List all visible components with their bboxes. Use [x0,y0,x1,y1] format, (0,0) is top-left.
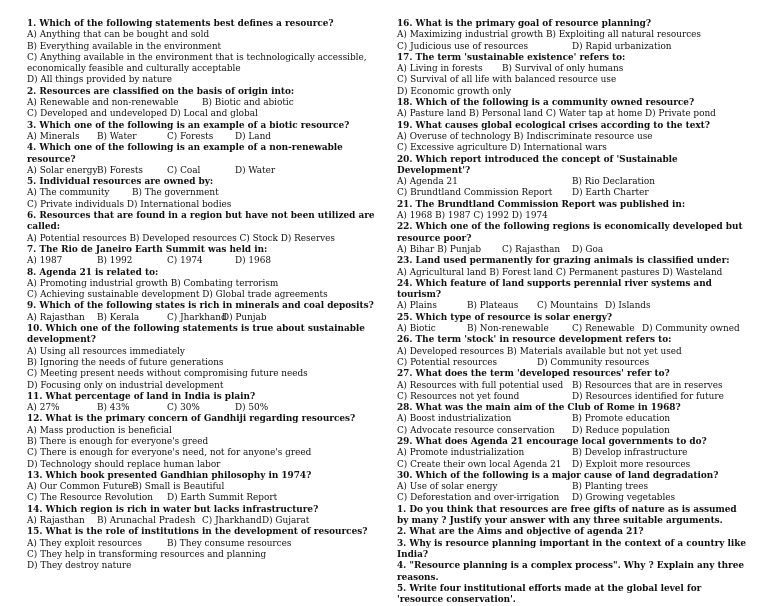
question-text: 30. Which of the following is a major cause of land degradation? [397,470,719,481]
answer-option: B) Develop infrastructure [572,448,688,459]
question-text: 12. What is the primary concern of Gandhiji regarding resources? [27,414,356,425]
answer-option: C) The Resource Revolution [27,493,153,504]
option-row [397,493,747,504]
question-text: 13. Which book presented Gandhian philosophy in 1974? [27,470,312,481]
answer-option: C) Renewable [572,324,635,335]
answer-option: B) Planting trees [572,482,649,493]
question-text: 19. What causes global ecological crises according to the text? [397,120,710,131]
answer-option: D) Exploit more resources [572,459,691,470]
answer-option: C) Forests [167,131,214,142]
answer-option: B) Ignoring the needs of future generations [27,357,224,368]
option-row [397,426,747,437]
question-text: 18. Which of the following is a community owned resource? [397,98,695,109]
question-text: 7. The Rio de Janeiro Earth Summit was held in: [27,244,268,255]
option-row [397,245,747,256]
answer-option: A) Biotic [397,324,436,335]
question-text: 16. What is the primary goal of resource planning? [397,19,652,29]
answer-option: D) Gujarat [262,516,310,527]
answer-option: C) Coal [167,165,201,176]
question-text: 2. Resources are classified on the basis of origin into: [27,86,295,97]
answer-option: D) Water [235,165,276,176]
answer-option: A) Potential resources B) Developed resources C) Stock D) Reserves [27,233,335,244]
option-row [397,482,747,493]
option-row [397,188,747,199]
answer-option: C) They help in transforming resources and planning [27,549,267,560]
answer-option: B) 1992 [97,256,133,267]
answer-option: D) Land [235,131,271,142]
answer-option: B) Arunachal Pradesh [97,516,196,527]
answer-option: D) All things provided by nature [27,75,173,86]
question-text: 10. Which one of the following statements is true about sustainable development? [27,324,365,346]
answer-option: C) Private individuals D) International bodies [27,199,232,210]
question-text: 8. Agenda 21 is related to: [27,267,159,278]
answer-option: B) Resources that are in reserves [572,380,723,391]
answer-option: A) 1968 B) 1987 C) 1992 D) 1974 [397,211,548,222]
option-row [397,177,747,188]
answer-option: B) Kerala [97,312,140,323]
answer-option: D) Rapid urbanization [572,41,672,52]
answer-option: A) Renewable and non-renewable [27,98,179,109]
answer-option: B) Plateaus [467,301,519,312]
answer-option: D) Community owned [642,324,740,335]
answer-option: A) Promote industrialization [397,448,525,459]
question-text: 17. The term 'sustainable existence' refers to: [397,52,626,63]
answer-option: D) They destroy nature [27,561,132,572]
answer-option: C) Potential resources [397,357,498,368]
option-row [397,324,747,335]
answer-option: C) Create their own local Agenda 21 [397,459,562,470]
answer-option: D) Reduce population [572,425,670,436]
answer-option: A) Our Common Future [27,482,134,493]
option-row [397,358,747,369]
option-row [27,166,379,177]
answer-option: B) Everything available in the environment [27,41,222,52]
answer-option: C) Resources not yet found [397,391,520,402]
question-text: 26. The term 'stock' in resource development refers to: [397,335,672,346]
answer-option: A) Boost industrialization [397,414,512,425]
answer-option: D) Resources identified for future [572,391,724,402]
answer-option: D) Islands [605,301,651,312]
answer-option: B) Survival of only humans [502,64,624,75]
answer-option: C) Anything available in the environment that is technologically accessible, economically feasible and culturally acceptable [27,52,367,75]
answer-option: C) Meeting present needs without compromising future needs [27,369,308,380]
answer-option: A) The community [27,188,110,199]
answer-option: D) Focusing only on industrial development [27,380,224,391]
question-text: 3. Which one of the following is an example of a biotic resource? [27,120,350,131]
answer-option: D) Punjab [222,312,267,323]
answer-option: B) Biotic and abiotic [202,98,294,109]
question-text: 24. Which feature of land supports perennial river systems and tourism? [397,278,712,301]
answer-option: C) Brundtland Commission Report [397,188,553,199]
question-text: 1. Which of the following statements best defines a resource? [27,19,334,29]
question-text: 29. What does Agenda 21 encourage local governments to do? [397,436,707,447]
answer-option: B) Non-renewable [467,324,549,335]
question-text: 1. Do you think that resources are free gifts of nature as is assumed by many ? Justify your answer with any three suitable arguments. [397,504,737,527]
left-column [27,19,379,573]
answer-option: A) Pasture land B) Personal land C) Water tap at home D) Private pond [397,109,716,120]
answer-option: B) Small is Beautiful [132,482,225,493]
option-row [27,493,379,504]
answer-option: C) Rajasthan [502,244,561,255]
answer-option: A) Agricultural land B) Forest land C) Permanent pastures D) Wasteland [397,267,723,278]
answer-option: B) Promote education [572,414,671,425]
question-text: 23. Land used permanently for grazing animals is classified under: [397,256,730,267]
question-text: 11. What percentage of land in India is plain? [27,391,256,402]
answer-option: C) Achieving sustainable development D) Global trade agreements [27,290,328,301]
answer-option: C) 30% [167,403,200,414]
option-row [397,64,747,75]
answer-option: B) Forests [97,165,143,176]
question-text: 4. "Resource planning is a complex process". Why ? Explain any three reasons. [397,561,745,583]
question-text: 15. What is the role of institutions in the development of resources? [27,527,368,538]
option-row [27,132,379,143]
answer-option: A) Use of solar energy [397,482,498,493]
option-row [27,539,379,550]
answer-option: C) Excessive agriculture D) International wars [397,143,607,154]
answer-option: B) 43% [97,403,130,414]
answer-option: D) Community resources [537,357,650,368]
answer-option: C) Judicious use of resources [397,41,529,52]
answer-option: A) Rajasthan [27,312,85,323]
answer-option: A) Agenda 21 [397,177,458,188]
answer-option: C) Developed and undeveloped D) Local and global [27,109,258,120]
question-text: 14. Which region is rich in water but lacks infrastructure? [27,504,319,515]
answer-option: A) Promoting industrial growth B) Combating terrorism [27,278,279,289]
answer-option: A) Plains [397,301,437,312]
answer-option: C) There is enough for everyone's need, not for anyone's greed [27,448,312,459]
answer-option: D) 50% [235,403,269,414]
answer-option: D) Goa [572,244,604,255]
question-text: 20. Which report introduced the concept of 'Sustainable Development'? [397,154,678,176]
question-text: 4. Which one of the following is an example of a non-renewable resource? [27,143,343,165]
question-text: 28. What was the main aim of the Club of Rome in 1968? [397,403,681,414]
option-row [397,392,747,403]
answer-option: B) There is enough for everyone's greed [27,436,209,447]
answer-option: A) Mass production is beneficial [27,425,172,436]
option-row [397,301,747,312]
option-row [27,482,379,493]
right-column [397,19,747,606]
answer-option: A) They exploit resources [27,538,142,549]
answer-option: D) Earth Charter [572,188,649,199]
question-text: 25. Which type of resource is solar energy? [397,312,613,323]
option-row [27,98,379,109]
question-text: 6. Resources that are found in a region but have not been utilized are called: [27,211,375,233]
answer-option: C) Jharkhand [202,516,262,527]
answer-option: C) Jharkhand [167,312,227,323]
answer-option: A) Bihar B) Punjab [397,244,482,255]
option-row [397,414,747,425]
option-row [27,403,379,414]
answer-option: B) Rio Declaration [572,177,655,188]
option-row [397,448,747,459]
option-row [27,188,379,199]
answer-option: D) Technology should replace human labor [27,459,221,470]
answer-option: D) Growing vegetables [572,493,676,504]
answer-option: C) Deforestation and over-irrigation [397,493,560,504]
answer-option: C) 1974 [167,256,203,267]
answer-option: D) Earth Summit Report [167,493,278,504]
answer-option: A) 1987 [27,256,63,267]
answer-option: A) Anything that can be bought and sold [27,30,210,41]
answer-option: B) They consume resources [167,538,292,549]
answer-option: A) Solar energy [27,165,98,176]
question-text: 21. The Brundtland Commission Report was published in: [397,199,686,210]
question-text: 22. Which one of the following regions is economically developed but resource poor? [397,222,743,244]
answer-option: D) Economic growth only [397,86,512,97]
question-text: 5. Write four institutional efforts made at the global level for 'resource conservation'. [397,583,702,606]
question-text: 3. Why is resource planning important in the context of a country like India? [397,538,747,560]
question-text: 27. What does the term 'developed resources' refer to? [397,369,670,380]
option-row [397,460,747,471]
answer-option: A) Living in forests [397,64,483,75]
answer-option: A) 27% [27,403,60,414]
answer-option: D) 1968 [235,256,271,267]
answer-option: A) Developed resources B) Materials available but not yet used [397,346,682,357]
option-row [27,516,379,527]
answer-option: B) Water [97,131,137,142]
answer-option: C) Survival of all life with balanced resource use [397,75,617,86]
option-row [397,42,747,53]
option-row [27,313,379,324]
answer-option: A) Minerals [27,131,80,142]
answer-option: A) Resources with full potential used [397,380,564,391]
question-text: 2. What are the Aims and objective of agenda 21? [397,527,644,538]
option-row [27,256,379,267]
answer-option: A) Maximizing industrial growth B) Exploiting all natural resources [397,30,701,41]
question-text: 5. Individual resources are owned by: [27,177,214,188]
option-row [397,381,747,392]
answer-option: A) Rajasthan [27,516,85,527]
answer-option: B) The government [132,188,219,199]
answer-option: A) Using all resources immediately [27,346,185,357]
question-text: 9. Which of the following states is rich in minerals and coal deposits? [27,301,374,312]
answer-option: C) Advocate resource conservation [397,425,555,436]
answer-option: C) Mountains [537,301,598,312]
answer-option: A) Overuse of technology B) Indiscriminate resource use [397,131,653,142]
